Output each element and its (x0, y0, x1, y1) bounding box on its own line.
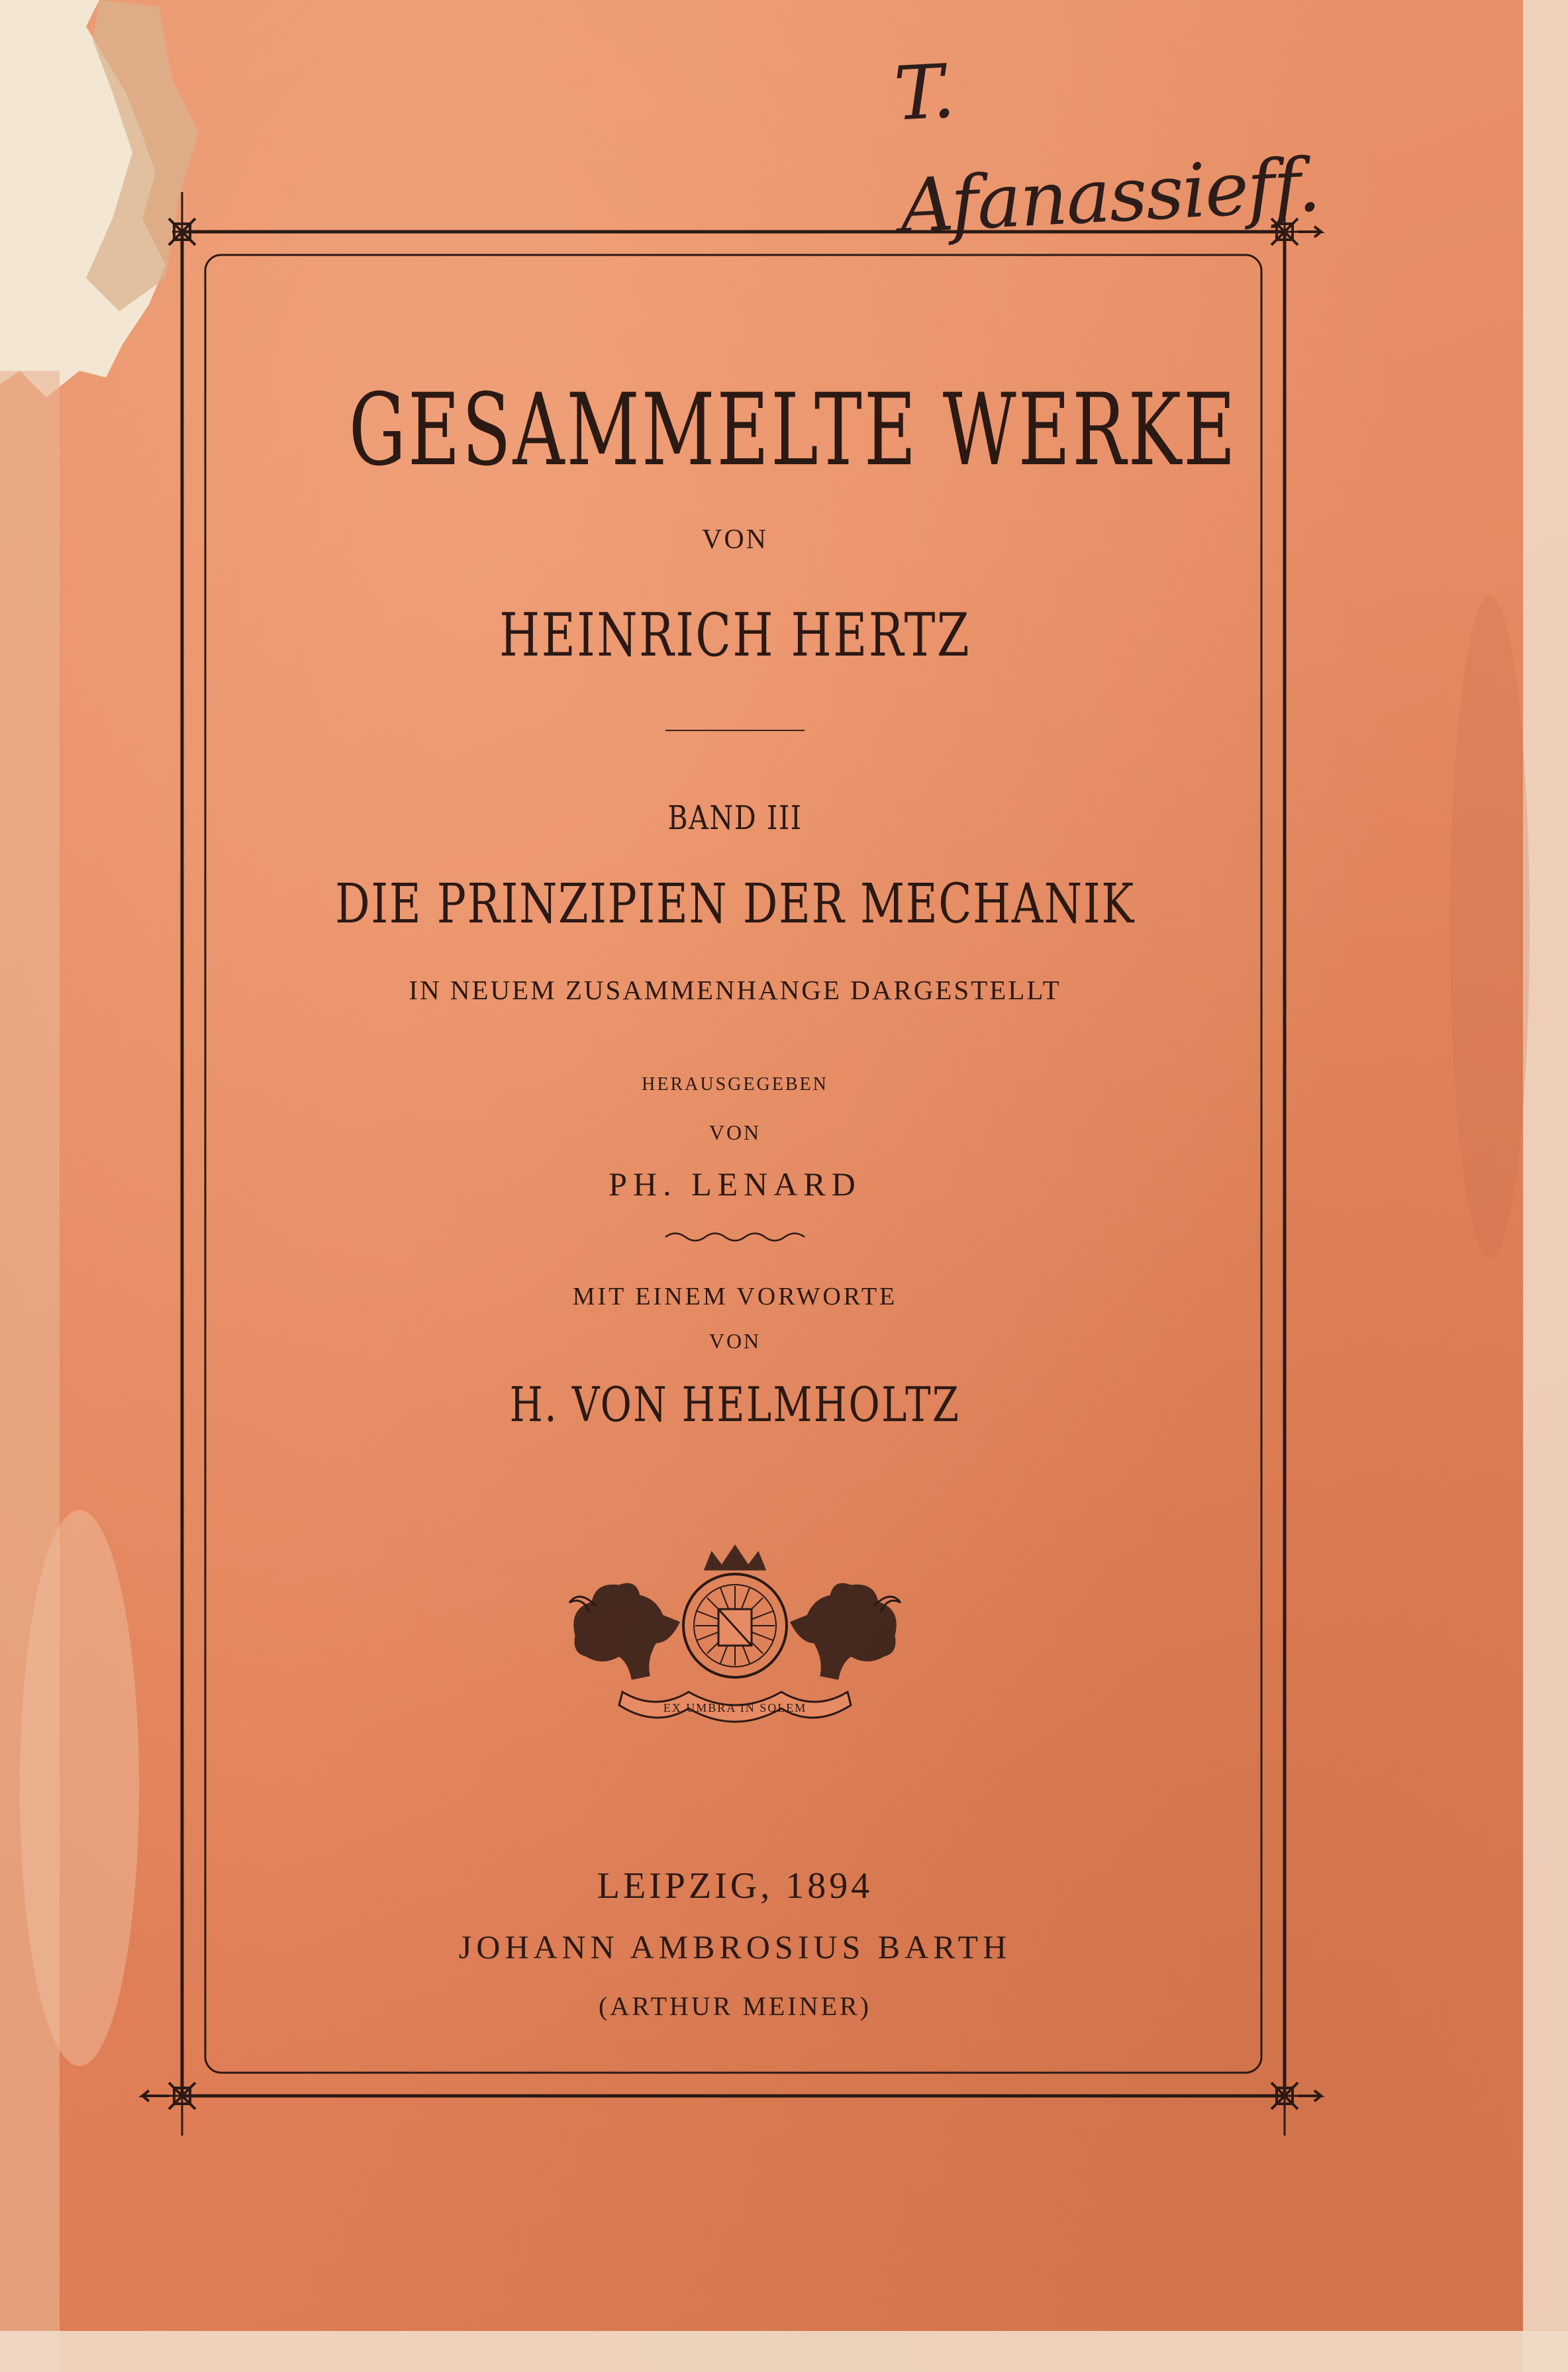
swash-divider (662, 1228, 808, 1246)
von-label-2: VON (709, 1120, 761, 1144)
publisher-emblem (556, 1543, 914, 1742)
emblem-motto: EX UMBRA IN SOLEM (663, 1701, 807, 1714)
volume-label: BAND III (667, 799, 803, 837)
title-page (199, 252, 1271, 2066)
volume-subtitle: IN NEUEM ZUSAMMENHANGE DARGESTELLT (409, 975, 1061, 1005)
signature-text: T. Afanassieff. (892, 48, 1322, 250)
corner-ornament-tl (169, 219, 195, 245)
crown-icon (705, 1546, 765, 1569)
volume-title: DIE PRINZIPIEN DER MECHANIK (335, 873, 1135, 936)
foreword-intro: MIT EINEM VORWORTE (572, 1283, 898, 1310)
author-name: HEINRICH HERTZ (499, 601, 971, 670)
von-label-1: VON (702, 524, 768, 555)
griffin-left-icon (575, 1584, 679, 1679)
von-label-3: VON (709, 1329, 761, 1353)
griffin-right-icon (791, 1584, 895, 1679)
divider-rule (665, 730, 805, 731)
editor-intro: HERAUSGEGEBEN (642, 1074, 828, 1095)
book-title: GESAMMELTE WERKE (348, 373, 1238, 488)
foreword-author: H. VON HELMHOLTZ (509, 1377, 961, 1432)
place-year: LEIPZIG, 1894 (597, 1865, 873, 1906)
editor-name: PH. LENARD (609, 1165, 861, 1203)
publisher-owner: (ARTHUR MEINER) (598, 1991, 871, 2021)
publisher-name: JOHANN AMBROSIUS BARTH (458, 1928, 1012, 1965)
